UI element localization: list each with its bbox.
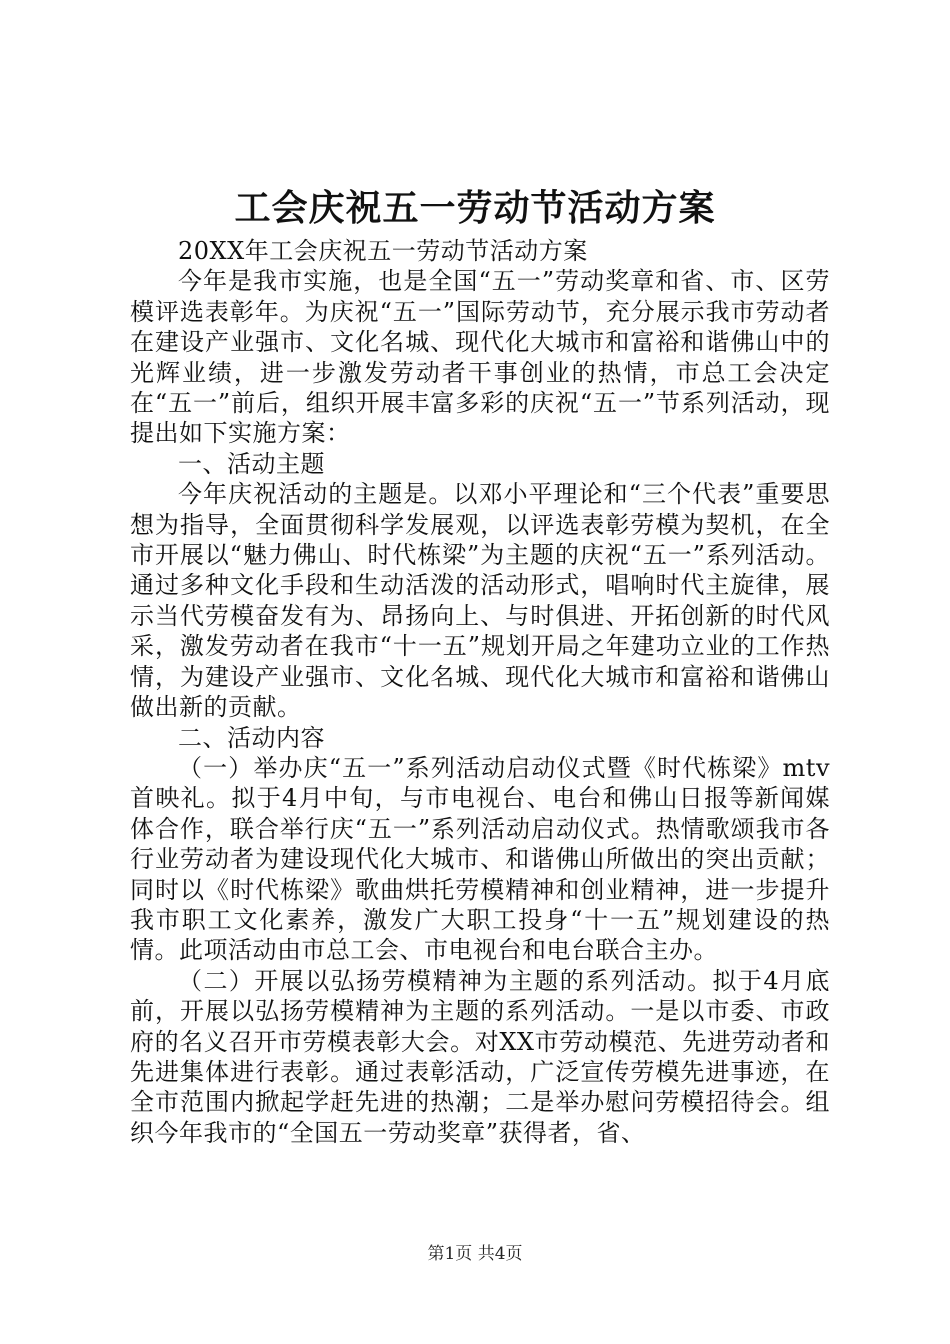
section-heading-theme: 一、活动主题 — [178, 449, 325, 478]
section-heading-content: 二、活动内容 — [178, 723, 325, 752]
document-title: 工会庆祝五一劳动节活动方案 — [234, 187, 716, 229]
document-body — [130, 236, 830, 1148]
page-number-footer: 第1页 共4页 — [427, 1244, 523, 1264]
content-item-2: （二）开展以弘扬劳模精神为主题的系列活动。拟于4月底前，开展以弘扬劳模精神为主题的系列活动。一是以市委、市政府的名义召开市劳模表彰大会。对XX市劳动模范、先进劳动者和先进集体进行表彰。通过表彰活动，广泛宣传劳模先进事迹，在全市范围内掀起学赶先进的热潮；二是举办慰问劳模招待会。组织今年我市的“全国五一劳动奖章”获得者，省、 — [130, 966, 830, 1147]
content-item-1: （一）举办庆“五一”系列活动启动仪式暨《时代栋梁》mtv首映礼。拟于4月中旬，与市电视台、电台和佛山日报等新闻媒体合作，联合举行庆“五一”系列活动启动仪式。热情歌颂我市各行业劳动者为建设现代化大城市、和谐佛山所做出的突出贡献；同时以《时代栋梁》歌曲烘托劳模精神和创业精神，进一步提升我市职工文化素养，激发广大职工投身“十一五”规划建设的热情。此项活动由市总工会、市电视台和电台联合主办。 — [130, 753, 830, 965]
doc-subtitle: 20XX年工会庆祝五一劳动节活动方案 — [178, 237, 588, 265]
intro-paragraph: 今年是我市实施，也是全国“五一”劳动奖章和省、市、区劳模评选表彰年。为庆祝“五一”国际劳动节，充分展示我市劳动者在建设产业强市、文化名城、现代化大城市和富裕和谐佛山中的光辉业绩，进一步激发劳动者干事创业的热情，市总工会决定在“五一”前后，组织开展丰富多彩的庆祝“五一”节系列活动，现提出如下实施方案： — [130, 267, 830, 448]
theme-paragraph: 今年庆祝活动的主题是。以邓小平理论和“三个代表”重要思想为指导，全面贯彻科学发展观，以评选表彰劳模为契机，在全市开展以“魅力佛山、时代栋梁”为主题的庆祝“五一”系列活动。通过多种文化手段和生动活泼的活动形式，唱响时代主旋律，展示当代劳模奋发有为、昂扬向上、与时俱进、开拓创新的时代风采，激发劳动者在我市“十一五”规划开局之年建功立业的工作热情，为建设产业强市、文化名城、现代化大城市和富裕和谐佛山做出新的贡献。 — [130, 480, 830, 722]
